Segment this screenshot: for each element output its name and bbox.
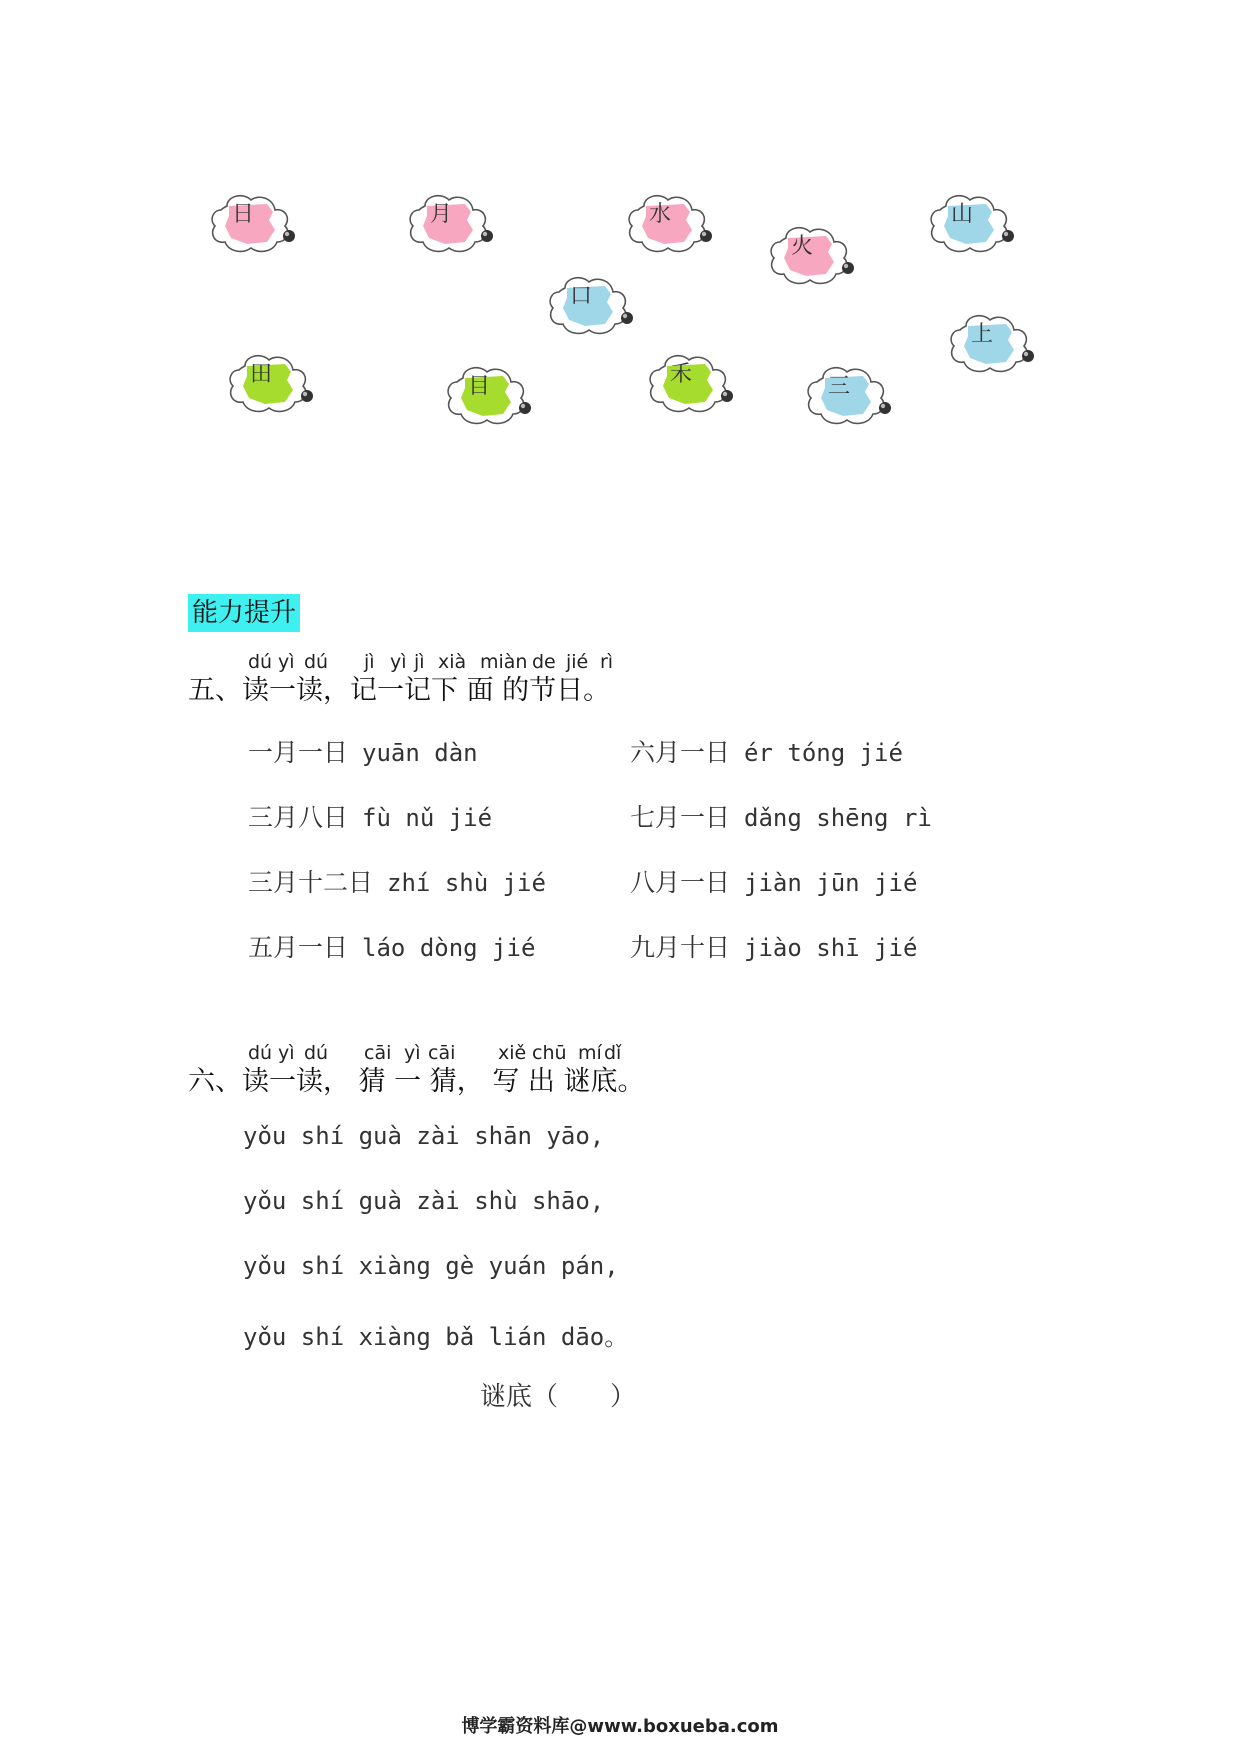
festival-date: 一月一日 — [248, 738, 349, 767]
q6-pinyin-syllable: chū — [532, 1042, 567, 1064]
q5-pinyin-syllable: rì — [600, 651, 614, 673]
cloud-character: 上 — [970, 322, 993, 347]
section-tag: 能力提升 — [188, 594, 300, 632]
q5-pinyin-syllable: miàn — [480, 651, 528, 673]
character-cloud — [225, 346, 309, 416]
character-cloud — [405, 186, 489, 256]
festival-date: 五月一日 — [248, 933, 349, 962]
festival-item — [248, 798, 492, 834]
festival-item — [630, 863, 917, 899]
character-cloud — [946, 306, 1030, 376]
festival-pinyin: dǎng shēng rì — [744, 804, 932, 832]
q5-pinyin-syllable: jié — [566, 651, 589, 673]
festival-item — [630, 928, 917, 964]
q6-pinyin-syllable: yì — [278, 1042, 295, 1064]
q6-pinyin-syllable: xiě — [498, 1042, 527, 1064]
festival-date: 三月十二日 — [248, 868, 374, 897]
festival-item — [248, 733, 478, 769]
festival-date: 六月一日 — [630, 738, 731, 767]
cloud-character: 火 — [790, 234, 813, 259]
cloud-character: 月 — [429, 202, 452, 227]
q6-pinyin-syllable: dú — [248, 1042, 273, 1064]
festival-date: 九月十日 — [630, 933, 731, 962]
q6-pinyin-syllable: cāi — [428, 1042, 456, 1064]
riddle-line: yǒu shí guà zài shù shāo, — [243, 1187, 605, 1215]
festival-pinyin: láo dòng jié — [362, 934, 536, 962]
festival-pinyin: jiàn jūn jié — [744, 869, 918, 897]
cloud-character: 日 — [231, 202, 254, 227]
q5-pinyin-syllable: de — [532, 651, 556, 673]
riddle-line: yǒu shí xiàng gè yuán pán, — [243, 1252, 619, 1280]
riddle-line: yǒu shí guà zài shān yāo, — [243, 1122, 605, 1150]
q5-pinyin-syllable: yì — [278, 651, 295, 673]
cloud-character: 目 — [467, 374, 490, 399]
cloud-character: 山 — [950, 202, 973, 227]
festival-date: 三月八日 — [248, 803, 349, 832]
festival-item — [248, 928, 535, 964]
q6-title: 六、读一读， 猜 一 猜， 写 出 谜底。 — [188, 1066, 645, 1097]
festival-item — [630, 798, 932, 834]
q5-pinyin-syllable: jì — [414, 651, 425, 673]
cloud-character: 禾 — [669, 362, 692, 387]
character-cloud — [926, 186, 1010, 256]
character-cloud — [624, 186, 708, 256]
character-cloud — [645, 346, 729, 416]
character-cloud — [545, 268, 629, 338]
cloud-character: 口 — [569, 284, 592, 309]
character-cloud — [766, 218, 850, 288]
riddle-line: yǒu shí xiàng bǎ lián dāo。 — [243, 1323, 629, 1351]
festival-date: 八月一日 — [630, 868, 731, 897]
festival-item — [630, 733, 903, 769]
festival-pinyin: zhí shù jié — [387, 869, 546, 897]
festival-item — [248, 863, 546, 899]
q5-pinyin-syllable: jì — [364, 651, 375, 673]
q6-pinyin-syllable: dú — [304, 1042, 329, 1064]
q5-pinyin-syllable: xià — [438, 651, 467, 673]
character-cloud — [207, 186, 291, 256]
festival-pinyin: jiào shī jié — [744, 934, 918, 962]
footer-watermark: 博学霸资料库@www.boxueba.com — [461, 1716, 779, 1737]
festival-pinyin: yuān dàn — [362, 739, 478, 767]
character-cloud — [443, 358, 527, 428]
cloud-character: 三 — [827, 374, 850, 399]
q6-pinyin-syllable: dǐ — [604, 1042, 622, 1064]
cloud-character: 田 — [249, 362, 272, 387]
riddle-answer-blank[interactable]: 谜底（ ） — [480, 1382, 637, 1412]
q6-pinyin-syllable: mí — [578, 1042, 602, 1064]
q5-pinyin-syllable: dú — [248, 651, 273, 673]
q6-pinyin-syllable: cāi — [364, 1042, 392, 1064]
q5-pinyin-syllable: dú — [304, 651, 329, 673]
q5-pinyin-syllable: yì — [390, 651, 407, 673]
q5-title: 五、读一读，记一记下 面 的节日。 — [188, 675, 611, 706]
character-cloud — [803, 358, 887, 428]
festival-pinyin: ér tóng jié — [744, 739, 903, 767]
festival-date: 七月一日 — [630, 803, 731, 832]
q6-pinyin-syllable: yì — [404, 1042, 421, 1064]
cloud-character: 水 — [648, 202, 671, 227]
festival-pinyin: fù nǔ jié — [362, 804, 493, 832]
